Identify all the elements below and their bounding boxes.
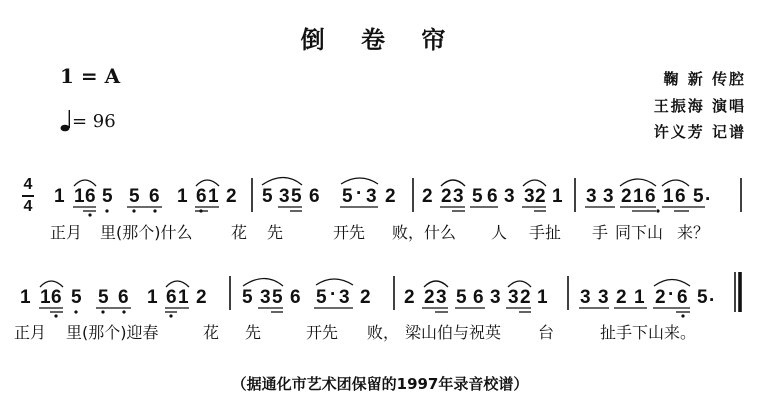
note: 2 <box>535 186 546 207</box>
note: 1 <box>663 186 674 207</box>
lyric: 先 <box>245 323 262 342</box>
note: 2 <box>621 186 632 207</box>
note: 3 <box>490 287 501 308</box>
note: 1 <box>634 287 645 308</box>
note: 3 <box>580 287 591 308</box>
note: 3 <box>453 186 464 207</box>
note: 6 <box>166 287 177 308</box>
note: 3 <box>436 287 447 308</box>
note: 2 <box>424 287 435 308</box>
time-signature-bottom: 4 <box>23 198 33 215</box>
note: 1 <box>178 287 189 308</box>
note: 3 <box>598 287 609 308</box>
lyric: 正月 <box>14 323 47 342</box>
lyric: 开先 <box>333 223 366 242</box>
note: 5 <box>262 186 273 207</box>
note: 5 <box>129 186 140 207</box>
bar-lines <box>230 178 741 312</box>
lyric: 花 <box>231 223 248 242</box>
note: 1 <box>208 186 219 207</box>
credit-composer: 鞠 新 传腔 <box>663 70 746 88</box>
lyric: 先 <box>267 223 284 242</box>
lyric: 人 <box>491 223 508 242</box>
lyric: 花 <box>203 323 220 342</box>
note: 1 <box>177 186 188 207</box>
dot: . <box>709 285 715 306</box>
note: 5 <box>697 287 708 308</box>
note: 3 <box>586 186 597 207</box>
dot: · <box>330 284 337 305</box>
credit-singer: 王振海 演唱 <box>653 97 746 115</box>
note: 6 <box>309 186 320 207</box>
note: 5 <box>472 186 483 207</box>
note: 2 <box>520 287 531 308</box>
note: 6 <box>487 186 498 207</box>
note: 1 <box>552 186 563 207</box>
note: 2 <box>385 186 396 207</box>
source-note: （据通化市艺术团保留的1997年录音校谱） <box>231 375 529 393</box>
note: 1 <box>54 186 65 207</box>
note: 3 <box>603 186 614 207</box>
note: 2 <box>404 287 415 308</box>
note: 6 <box>290 287 301 308</box>
note: 6 <box>645 186 656 207</box>
lyric: 扯手下山来。 <box>600 323 697 342</box>
lyric: 台 <box>538 323 555 342</box>
note: 5 <box>316 287 327 308</box>
note: 3 <box>504 186 515 207</box>
note: 3 <box>524 186 535 207</box>
lyric: 里(那个)什么 <box>100 223 193 242</box>
time-signature-top: 4 <box>23 176 33 193</box>
dot: · <box>668 284 675 305</box>
lyric: 同下山 <box>615 223 664 242</box>
note: 3 <box>339 287 350 308</box>
note: 1 <box>74 186 85 207</box>
note: 5 <box>71 287 82 308</box>
lyric: 什么 <box>424 223 457 242</box>
note: 1 <box>147 287 158 308</box>
note: 6 <box>196 186 207 207</box>
credit-transcriber: 许义芳 记谱 <box>653 123 746 141</box>
note: 6 <box>677 287 688 308</box>
lyric: 手 <box>592 223 609 242</box>
note: 2 <box>441 186 452 207</box>
note: 3 <box>260 287 271 308</box>
note: 5 <box>242 287 253 308</box>
note: 6 <box>51 287 62 308</box>
lyric: 败， <box>367 323 400 342</box>
note: 6 <box>473 287 484 308</box>
lyric: 正月 <box>50 223 83 242</box>
note: 6 <box>675 186 686 207</box>
lyric: 梁山伯与祝英 <box>405 323 502 342</box>
note: 5 <box>693 186 704 207</box>
note: 2 <box>422 186 433 207</box>
lyric: 败， <box>392 223 425 242</box>
note: 3 <box>366 186 377 207</box>
note: 5 <box>272 287 283 308</box>
tempo-value: = 96 <box>72 111 116 132</box>
octave-dots <box>54 209 684 317</box>
note: 5 <box>342 186 353 207</box>
note: 2 <box>360 287 371 308</box>
note: 5 <box>98 287 109 308</box>
lyric: 手扯 <box>529 223 562 242</box>
note: 3 <box>279 186 290 207</box>
slurs <box>40 178 690 288</box>
dot: . <box>705 184 711 205</box>
underlines <box>39 207 705 312</box>
note: 3 <box>508 287 519 308</box>
note: 6 <box>85 186 96 207</box>
song-title: 倒 卷 帘 <box>300 26 460 54</box>
note: 1 <box>633 186 644 207</box>
lyric: 里(那个)迎春 <box>66 323 159 342</box>
note: 2 <box>616 287 627 308</box>
note: 2 <box>196 287 207 308</box>
note: 5 <box>456 287 467 308</box>
lyric: 来？ <box>677 223 710 242</box>
note: 6 <box>149 186 160 207</box>
lyric: 开先 <box>306 323 339 342</box>
note: 1 <box>20 287 31 308</box>
note: 5 <box>291 186 302 207</box>
note: 2 <box>226 186 237 207</box>
note: 6 <box>118 287 129 308</box>
note: 2 <box>655 287 666 308</box>
note: 5 <box>102 186 113 207</box>
note: 1 <box>537 287 548 308</box>
key-signature: 1 = A <box>60 64 121 88</box>
dot: · <box>356 183 363 204</box>
note: 1 <box>40 287 51 308</box>
